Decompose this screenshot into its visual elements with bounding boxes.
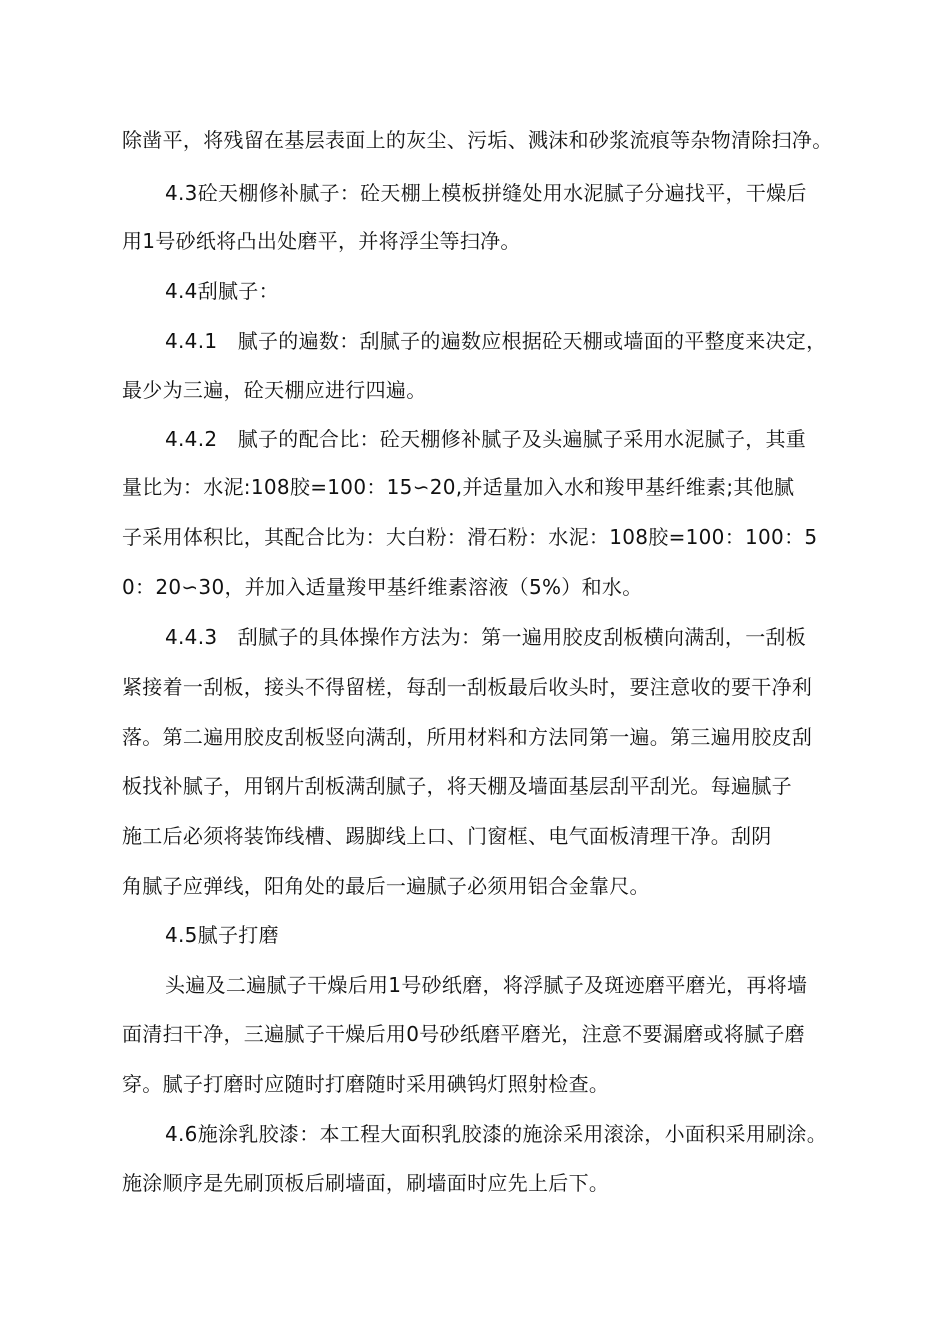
section-4-3-heading-line: 4.3砼天棚修补腻子：砼天棚上模板拼缝处用水泥腻子分遍找平，干燥后: [165, 181, 807, 205]
text-line-3: 用1号砂纸将凸出处磨平，并将浮尘等扫净。: [122, 229, 521, 253]
section-4-4-3-line: 4.4.3 刮腻子的具体操作方法为：第一遍用胶皮刮板横向满刮，一刮板: [165, 625, 807, 649]
text-line-10: 0：20∽30，并加入适量羧甲基纤维素溶液（5%）和水。: [122, 575, 643, 599]
text-line-14: 板找补腻子，用钢片刮板满刮腻子，将天棚及墙面基层刮平刮光。每遍腻子: [122, 774, 792, 798]
text-line-8: 量比为：水泥:108胶=100：15∽20,并适量加入水和羧甲基纤维素;其他腻: [122, 475, 795, 499]
text-line-15: 施工后必须将装饰线槽、踢脚线上口、门窗框、电气面板清理干净。刮阴: [122, 824, 772, 848]
section-4-4-heading: 4.4刮腻子：: [165, 279, 279, 303]
text-line-18: 头遍及二遍腻子干燥后用1号砂纸磨，将浮腻子及斑迹磨平磨光，再将墙: [165, 973, 808, 997]
section-4-4-1-line: 4.4.1 腻子的遍数：刮腻子的遍数应根据砼天棚或墙面的平整度来决定，: [165, 329, 827, 353]
text-line-13: 落。第二遍用胶皮刮板竖向满刮，所用材料和方法同第一遍。第三遍用胶皮刮: [122, 725, 813, 749]
text-line-22: 施涂顺序是先刷顶板后刷墙面，刷墙面时应先上后下。: [122, 1171, 610, 1195]
section-4-5-heading: 4.5腻子打磨: [165, 923, 279, 947]
text-line-20: 穿。腻子打磨时应随时打磨随时采用碘钨灯照射检查。: [122, 1072, 610, 1096]
section-4-4-2-line: 4.4.2 腻子的配合比：砼天棚修补腻子及头遍腻子采用水泥腻子，其重: [165, 427, 807, 451]
text-line-1: 除凿平，将残留在基层表面上的灰尘、污垢、溅沫和砂浆流痕等杂物清除扫净。: [122, 128, 833, 152]
section-4-6-line: 4.6施涂乳胶漆：本工程大面积乳胶漆的施涂采用滚涂，小面积采用刷涂。: [165, 1122, 828, 1146]
text-line-16: 角腻子应弹线，阳角处的最后一遍腻子必须用铝合金靠尺。: [122, 874, 650, 898]
text-line-9: 子采用体积比，其配合比为：大白粉：滑石粉：水泥：108胶=100：100：5: [122, 525, 818, 549]
text-line-6: 最少为三遍，砼天棚应进行四遍。: [122, 378, 427, 402]
text-line-19: 面清扫干净，三遍腻子干燥后用0号砂纸磨平磨光，注意不要漏磨或将腻子磨: [122, 1022, 805, 1046]
text-line-12: 紧接着一刮板，接头不得留槎，每刮一刮板最后收头时，要注意收的要干净利: [122, 675, 813, 699]
